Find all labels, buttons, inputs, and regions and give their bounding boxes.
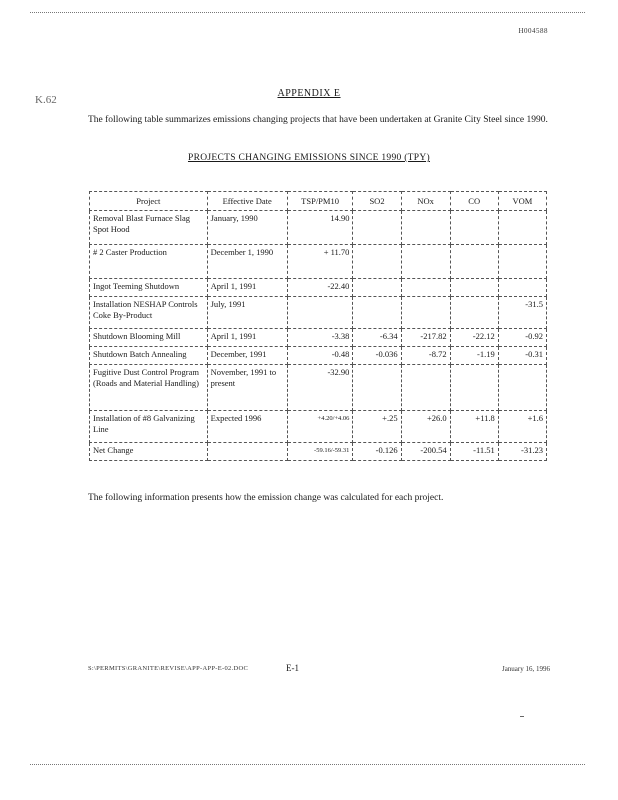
footer-file-path: S:\PERMITS\GRANITE\REVISE\APP-APP-E-02.DOC bbox=[88, 665, 249, 672]
footer-page-number: E-1 bbox=[286, 663, 299, 673]
cell-date: December, 1991 bbox=[207, 347, 287, 365]
cell-vom: -0.31 bbox=[498, 347, 546, 365]
table-title: PROJECTS CHANGING EMISSIONS SINCE 1990 (TPY) bbox=[187, 153, 430, 163]
cell-co: +11.8 bbox=[450, 411, 498, 443]
header-tsp-pm10: TSP/PM10 bbox=[287, 192, 353, 211]
table-row-net-change bbox=[90, 443, 547, 461]
page-title: APPENDIX E bbox=[277, 88, 341, 99]
cell-tsp: -0.48 bbox=[287, 347, 353, 365]
cell-date: July, 1991 bbox=[207, 297, 287, 329]
cell-project: Net Change bbox=[90, 443, 208, 461]
margin-handwritten-mark: K.62 bbox=[35, 94, 57, 106]
cell-nox: +26.0 bbox=[401, 411, 450, 443]
cell-date: December 1, 1990 bbox=[207, 245, 287, 279]
cell-project: # 2 Caster Production bbox=[90, 245, 208, 279]
cell-co: -11.51 bbox=[450, 443, 498, 461]
cell-vom bbox=[498, 279, 546, 297]
table-row bbox=[90, 211, 547, 245]
cell-nox bbox=[401, 211, 450, 245]
cell-date: April 1, 1991 bbox=[207, 279, 287, 297]
cell-tsp: -32.90 bbox=[287, 365, 353, 411]
table-row bbox=[90, 411, 547, 443]
cell-nox bbox=[401, 365, 450, 411]
cell-vom bbox=[498, 245, 546, 279]
cell-tsp: + 11.70 bbox=[287, 245, 353, 279]
cell-so2: -6.34 bbox=[353, 329, 401, 347]
cell-vom: -31.23 bbox=[498, 443, 546, 461]
cell-so2 bbox=[353, 211, 401, 245]
table-row bbox=[90, 279, 547, 297]
cell-tsp: -59.16/-59.31 bbox=[287, 443, 353, 461]
cell-so2 bbox=[353, 279, 401, 297]
table-row bbox=[90, 245, 547, 279]
cell-nox: -217.82 bbox=[401, 329, 450, 347]
cell-vom: -0.92 bbox=[498, 329, 546, 347]
cell-date bbox=[207, 443, 287, 461]
cell-so2: -0.126 bbox=[353, 443, 401, 461]
document-id: H004588 bbox=[518, 27, 548, 35]
closing-paragraph: The following information presents how the emission change was calculated for each project. bbox=[88, 493, 444, 503]
cell-vom: -31.5 bbox=[498, 297, 546, 329]
cell-tsp: +4.20/+4.06 bbox=[287, 411, 353, 443]
bottom-dotted-border bbox=[30, 764, 585, 765]
cell-so2: -0.036 bbox=[353, 347, 401, 365]
cell-so2 bbox=[353, 245, 401, 279]
cell-so2: +.25 bbox=[353, 411, 401, 443]
cell-nox: -200.54 bbox=[401, 443, 450, 461]
cell-co bbox=[450, 245, 498, 279]
cell-date: January, 1990 bbox=[207, 211, 287, 245]
table-row bbox=[90, 329, 547, 347]
footer-date: January 16, 1996 bbox=[501, 665, 550, 673]
cell-date: April 1, 1991 bbox=[207, 329, 287, 347]
emissions-table bbox=[89, 191, 547, 461]
cell-date: November, 1991 to present bbox=[207, 365, 287, 411]
cell-vom: +1.6 bbox=[498, 411, 546, 443]
cell-project: Shutdown Batch Annealing bbox=[90, 347, 208, 365]
table-header-row bbox=[90, 192, 547, 211]
cell-co bbox=[450, 365, 498, 411]
header-nox: NOx bbox=[401, 192, 450, 211]
cell-co: -22.12 bbox=[450, 329, 498, 347]
cell-project: Removal Blast Furnace Slag Spot Hood bbox=[90, 211, 208, 245]
cell-tsp: 14.90 bbox=[287, 211, 353, 245]
cell-so2 bbox=[353, 365, 401, 411]
cell-tsp bbox=[287, 297, 353, 329]
header-so2: SO2 bbox=[353, 192, 401, 211]
cell-tsp: -22.40 bbox=[287, 279, 353, 297]
cell-co: -1.19 bbox=[450, 347, 498, 365]
cell-nox bbox=[401, 279, 450, 297]
header-vom: VOM bbox=[498, 192, 546, 211]
cell-co bbox=[450, 211, 498, 245]
margin-tick-mark bbox=[520, 716, 524, 717]
cell-project: Shutdown Blooming Mill bbox=[90, 329, 208, 347]
cell-project: Ingot Teeming Shutdown bbox=[90, 279, 208, 297]
cell-vom bbox=[498, 365, 546, 411]
table-row bbox=[90, 365, 547, 411]
cell-project: Installation NESHAP Controls Coke By-Product bbox=[90, 297, 208, 329]
cell-co bbox=[450, 279, 498, 297]
cell-project: Fugitive Dust Control Program (Roads and Material Handling) bbox=[90, 365, 208, 411]
cell-co bbox=[450, 297, 498, 329]
cell-project: Installation of #8 Galvanizing Line bbox=[90, 411, 208, 443]
cell-nox bbox=[401, 245, 450, 279]
cell-tsp: -3.38 bbox=[287, 329, 353, 347]
top-dotted-border bbox=[30, 12, 585, 13]
cell-date: Expected 1996 bbox=[207, 411, 287, 443]
table-row bbox=[90, 297, 547, 329]
header-co: CO bbox=[450, 192, 498, 211]
cell-vom bbox=[498, 211, 546, 245]
cell-nox: -8.72 bbox=[401, 347, 450, 365]
header-effective-date: Effective Date bbox=[207, 192, 287, 211]
header-project: Project bbox=[90, 192, 208, 211]
intro-paragraph: The following table summarizes emissions changing projects that have been undertaken at Granite City Steel since 1990. bbox=[88, 115, 548, 125]
cell-nox bbox=[401, 297, 450, 329]
table-row bbox=[90, 347, 547, 365]
cell-so2 bbox=[353, 297, 401, 329]
